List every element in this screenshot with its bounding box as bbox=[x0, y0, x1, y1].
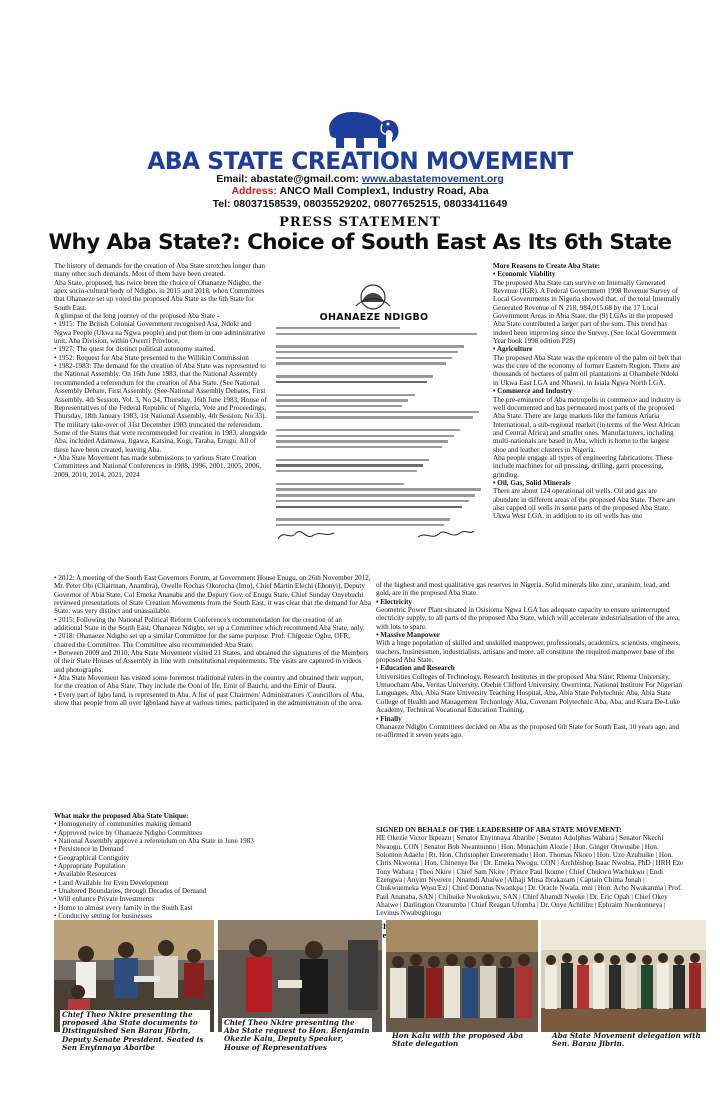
letter-line bbox=[276, 394, 415, 396]
letter-gap bbox=[276, 476, 483, 483]
letter-line bbox=[276, 500, 469, 502]
ohanaeze-logo-icon bbox=[326, 282, 421, 312]
caption-photo-2: Chief Theo Nkire presenting the Aba State request to Hon. Benjamin Okezie Kalu, Deputy Speaker, House of Representatives bbox=[222, 1018, 372, 1053]
history-paragraph: The history of demands for the creation of Aba State stretches longer than many other such demands. Most of them have been created. bbox=[54, 262, 265, 279]
contact-tel-line: Tel: 08037158539, 08035529202, 08077652515, 08033411649 bbox=[212, 198, 508, 210]
address-label: Address: bbox=[231, 185, 277, 197]
letter-line bbox=[276, 440, 448, 442]
reason-paragraph: Geometric Power Plant situated in Osisioma Ngwa LGA has adequate capacity to ensure uninterrupted electricity supply, to all parts of the proposed Aba State, which will accelerate industrialisation of the area, with lots to spare. bbox=[376, 606, 680, 631]
reason-paragraph: The pre-eminence of Aba metropolis in commerce and industry is well documented and has permeated most parts of the proposed Aba State. There are large markets like the famous Ariaria International, a sub-regional market (in terms of the West African and Central Africa) and smaller ones. Manufacturers, including multi-nationals are based in Aba, which is home to the largest shoe and leather clusters in Nigeria. bbox=[493, 395, 681, 454]
letter-gap bbox=[276, 422, 483, 429]
letter-line bbox=[276, 494, 475, 496]
unique-list-item: • Approved twice by Ohanaeze Ndigbo Committees bbox=[54, 828, 203, 837]
unique-list-item: • Geographical Contiguity bbox=[54, 853, 130, 862]
unique-list-item: • Persistence in Demand bbox=[54, 845, 124, 854]
caption-photo-3: Hon Kalu with the proposed Aba State delegation bbox=[392, 1032, 532, 1048]
signed-heading: SIGNED ON BEHALF OF THE LEADERSHIP OF ABA STATE MOVEMENT: bbox=[376, 826, 622, 834]
reason-paragraph: • Economic Viability bbox=[493, 270, 556, 279]
unique-list-item: • Homogeneity of communities making demand bbox=[54, 820, 192, 829]
reason-paragraph: Ohanaeze Ndigbo Committees decided on Aba as the proposed 6th State for South East, 10 years ago, and re-affirmed it seven years ago. bbox=[376, 722, 680, 740]
letter-gap bbox=[276, 387, 483, 394]
press-statement-label: PRESS STATEMENT bbox=[279, 215, 441, 230]
letter-line bbox=[276, 464, 423, 466]
reason-paragraph: Universities Colleges of Technology, Research Institutes in the proposed Aba State: Rhema University, Umuocham Aba, Veritas University, Obehie Clifford University, Owerrinta, National Institute For Nigerian Languages, Aba, Abia State University Teaching Hospital, Aba, Abia State Polytechnic Aba, Abia State College of Health and Management Technology Aba, Covenant Polytechnic Aba, Aba, and Kiara De-Luke Academy, Technical Vocational Education Training. bbox=[376, 672, 682, 715]
history-column-continued bbox=[54, 574, 372, 708]
letter-line bbox=[276, 435, 454, 437]
signature-right-icon bbox=[416, 527, 476, 543]
history-column bbox=[54, 262, 267, 479]
history-paragraph: • 2018: Ohanaeze Ndigbo set up a similar Committee for the same purpose. Prof. Chigozie Ogbu, OFR, chaired the Committee. The Committee also recommended Aba State. bbox=[54, 632, 351, 649]
reason-paragraph: There are about 124 operational oil wells. Oil and gas are abundant in different areas of the proposed Aba State. There are also capped oil wells in some parts of the proposed Aba State. bbox=[493, 487, 676, 512]
elephant-icon bbox=[316, 104, 404, 150]
ohanaeze-letter-image bbox=[270, 262, 489, 582]
contact-email-line bbox=[0, 173, 720, 185]
unique-list-item: • Conducive setting for businesses bbox=[54, 912, 153, 921]
letter-signatures bbox=[276, 527, 483, 577]
history-paragraph: • Aba State Movement has visited some foremost traditional rulers in the country and obtained their support, for the creation of Aba State. They include the Ooni of Ife, Emir of Bauchi, and the Emir of Daura. bbox=[54, 674, 364, 691]
letter-line bbox=[276, 362, 446, 364]
letter-line bbox=[276, 345, 464, 347]
reason-paragraph: • Commerce and Industry bbox=[493, 387, 573, 396]
letter-line bbox=[276, 375, 433, 377]
reason-paragraph: The proposed Aba State was the epicentre of the palm oil belt that was the core of the economy of former Eastern Region. There are thousands of hectares of palm oil plantations at Ohambele Ndoki in Ukwa East LGA and Nbawsi, in Isiala Ngwa North LGA. bbox=[493, 353, 682, 387]
reason-paragraph: • Education and Research bbox=[376, 664, 455, 673]
letter-line bbox=[276, 488, 481, 490]
letter-line bbox=[276, 327, 400, 329]
contact-address-line bbox=[0, 185, 720, 197]
history-paragraph: • Every part of Igbo land, is represented in Aba. A list of past Chairmen/ Administrators /Councillors of Aba, show that people from all over Igboland have at various times, participated in the administration of the area. bbox=[54, 690, 365, 708]
unique-heading: What make the proposed Aba State Unique: bbox=[54, 812, 189, 820]
unique-list-item: • Appropriate Population bbox=[54, 862, 126, 871]
reason-paragraph: Aba people engage all types of engineering fabrications. These include machines for oil pressing, drilling, garri processing, grinding. bbox=[493, 453, 673, 479]
unique-list-item: • Land Available for Even Development bbox=[54, 878, 169, 887]
letter-line bbox=[276, 333, 477, 335]
history-paragraph: • 2015: Following the National Political Reform Conference's recommendation for the creation of an additional State in the South East, Ohanaeze Ndigbo, set up a Committee which recommend Aba State, only. bbox=[54, 615, 365, 633]
letter-line bbox=[276, 381, 427, 383]
org-title: ABA STATE CREATION MOVEMENT bbox=[147, 147, 573, 175]
letter-line bbox=[276, 411, 479, 413]
letter-line bbox=[276, 429, 460, 431]
history-paragraph: • 1915: The British Colonial Government recognised Asa, Ndoki and Ngwa People (Ukwa na Ngwa people) and put them in one administrative unit, Aba Division, within Owerri Province. bbox=[54, 320, 266, 346]
reason-paragraph: The proposed Aba State can survive on Internally Generated Revenue (IGR). A Federal Government 1998 Revenue Survey of Local Governments in Nigeria showed that, of the total Internally Generated Revenue of N 218, 984,015.68 by the 17 Local Government Areas in Abia State, the (9) LGAs in the proposed Aba State contributed a larger part of the sum. This trend has indeed been improving since the Survey. (See local Government Year book 1998 edition P28) bbox=[493, 278, 681, 346]
more-reasons-continued bbox=[376, 581, 684, 740]
letter-line bbox=[276, 399, 408, 401]
caption-photo-1: Chief Theo Nkire presenting the proposed Aba State documents to Distinguished Sen Barau Jibrin, Deputy Senate President. Seated is Sen Enyinnaya Abaribe bbox=[60, 1010, 210, 1053]
letter-line bbox=[276, 459, 429, 461]
reason-paragraph: More Reasons to Create Aba State: bbox=[493, 262, 601, 270]
ohanaeze-logo-text: OHANAEZE NDIGBO bbox=[319, 312, 429, 323]
unique-list-item: • National Assembly approve a referendum on Aba State in June 1983 bbox=[54, 837, 254, 846]
letter-line bbox=[276, 518, 450, 520]
letter-line bbox=[276, 416, 473, 418]
signature-left-icon bbox=[276, 527, 336, 543]
reason-paragraph: • Oil, Gas, Solid Minerals bbox=[493, 478, 571, 487]
letter-line bbox=[276, 446, 442, 448]
photo-kalu-delegation bbox=[386, 920, 538, 1032]
address-value: ANCO Mall Complex1, Industry Road, Aba bbox=[279, 185, 489, 197]
unique-section bbox=[54, 812, 372, 920]
website-link[interactable]: www.abastatemovement.org bbox=[361, 173, 504, 185]
letter-line bbox=[276, 357, 452, 359]
reason-paragraph: • Agriculture bbox=[493, 345, 533, 354]
letter-gap bbox=[276, 338, 483, 345]
unique-list-item: • Available Resources bbox=[54, 870, 117, 879]
letter-line bbox=[276, 483, 404, 485]
history-paragraph: • 1982-1983: The demand for the creation of Aba State was represented to the National Assembly. On 16th June 1983, that the National Assembly recommended a referendum for the creation of Aba State. (See National Assembly Debate, First Assembly. (See-National Assembly Debates, First Assembly, 4th Session, Vol. 3, No 24, Thursday, 16th June 1983, House of Representatives of the Federal Republic of Nigeria, Vote and Proceedings, Thursday, 18th January 1983, 1st National Assembly, 4th Session, No 33). The military take-over of 31st December 1983 truncated the referendum. Some of the States that were recommended for creation in 1983, alongside Aba, included Adamawa, Jigawa, Katsina, Kogi, Taraba, Enugu. All of these have been created, leaving Aba. bbox=[54, 362, 267, 454]
photo-senate-delegation bbox=[541, 920, 706, 1032]
letter-line bbox=[276, 506, 462, 508]
history-paragraph: Aba State, proposed, has twice been the choice of Ohanaeze Ndigbo, the apex socio-cultural body of Ndigbo, in 2015 and 2018, when Committees that Ohanaeze set up voted the proposed Aba State as the 6th State for South East. bbox=[54, 278, 265, 312]
reason-paragraph: • Finally bbox=[376, 714, 402, 723]
letter-text-lines bbox=[276, 327, 483, 530]
reason-paragraph: With a huge population of skilled and unskilled manpower, professionals, academics, scientists, engineers, teachers, businessmen, industrialists, artisans and more, all constitute the required manpower base of the proposed Aba State. bbox=[376, 639, 681, 665]
letter-line bbox=[276, 470, 417, 472]
history-paragraph: • 2012: A meeting of the South East Governors Forum, at Government House Enugu, on 26th November 2012, Mr. Peter Obi (Chairman, Anambra), Owelle Rochas Okorocha (Imo), Chief Martin Elechi (Ebonyi), Deputy Governor of Abia State, Col Emeka Ananaba and the Deputy Gov. of Enugu State, Chief Sunday Onyebuchi reviewed presentations of State Creation Movements from the South East, it was clear that the demand for Aba State, was very distinct and unassailable. bbox=[54, 574, 371, 616]
unique-list-item: • Unaltered Boundaries, through Decades of Demand bbox=[54, 887, 207, 896]
unique-list bbox=[54, 820, 372, 920]
reason-paragraph: • Electricity bbox=[376, 597, 413, 606]
letter-line bbox=[276, 351, 458, 353]
headline: Why Aba State?: Choice of South East As Its 6th State bbox=[48, 230, 672, 255]
unique-list-item: • Will enhance Private Investments bbox=[54, 895, 155, 904]
signed-block bbox=[376, 826, 684, 918]
caption-photo-4: Aba State Movement delegation with Sen. Barau Jibrin. bbox=[552, 1031, 701, 1049]
signed-names: HE Okezie Victor Ikpeazu | Senator Enyinnaya Abaribe | Senator Adolphus Wabara | Senator Nkechi Nwaogu, CON | Senator Bob Nwannunnu | Hon. Munachim Alozie | Hon. Ginger Onwusibe | Hon. Solomon Adaelu | Rt. Hon. Christopher Enweremadu | Hon. Thomas Nkoro | Hon. Uzo Azubuike | Hon. Chris Nkwonta | Hon. Chinenye Ike | Dr. Emeka Nwogu, CON | Archbishop Isaac Nwobia, PhD | HRH Eze Tony Wabara | Theo Nkire | Chief Sam Nkire | Prince Paul Ikonne | Chief Chukwu Wachukwu | Endi Ezengwa | Anyim Nyerere | Nnamdi Ahaiwe | Alhaji Musa Ibrakazam | Captain Chima Jonah | Chukwuemeka Wosu'Ezi | Chief Donatus Nwankpa | Dr. Oracle Nwala, mni | Hon. Acho Nwakanma | Prof. Paul Ananaba, SAN | Chibuike Nwokukwu, SAN | Chief Ahamdi Nweke | Dr. Eric Opah | Chief Okey Ahaiwe | Darlington Ozurumba | Chief Reagan Ufomba | Dr. Onye Achilihu | Ephraim Nwokonneya | Levinus Nwabughiogu bbox=[376, 834, 684, 918]
letter-line bbox=[276, 524, 444, 526]
letter-gap bbox=[276, 511, 483, 518]
reason-paragraph: • Massive Manpower bbox=[376, 631, 440, 640]
unique-list-item: • Home to almost every family in the South East bbox=[54, 903, 193, 912]
history-paragraph: • Aba State Movement has made submissions to various State Creation Committees and National Conferences in 1988, 1996, 2001, 2005, 2006, 2009, 2010, 2014, 2021, 2024 bbox=[54, 453, 262, 479]
history-paragraph: • Between 2009 and 2010, Aba State Movement visited 21 States, and obtained the signatures of the Members of their State Houses of Assembly in line with constitutional requirements. The visits are captured in videos and photographs. bbox=[54, 649, 369, 674]
more-reasons-column bbox=[493, 262, 683, 521]
reason-paragraph: Ukwa West LGA, in addition to its oil wells has one bbox=[493, 512, 643, 521]
letter-gap bbox=[276, 452, 483, 459]
history-paragraph: A glimpse of the long journey of the proposed Aba State - bbox=[54, 312, 220, 321]
reason-paragraph: of the highest and most qualitative gas reserves in Nigeria. Solid minerals like zinc, uranium, lead, and gold, are in the proposed Aba State. bbox=[376, 581, 670, 598]
letter-gap bbox=[276, 368, 483, 375]
history-paragraph: • 1952: Request for Aba State presented to the Willikin Commission bbox=[54, 353, 249, 362]
letter-line bbox=[276, 405, 402, 407]
history-paragraph: • 1927: The quest for distinct political autonomy started. bbox=[54, 345, 216, 354]
email-label: Email: abastate@gmail.com: bbox=[216, 173, 359, 185]
photo-request-deputy-speaker bbox=[218, 920, 382, 1032]
